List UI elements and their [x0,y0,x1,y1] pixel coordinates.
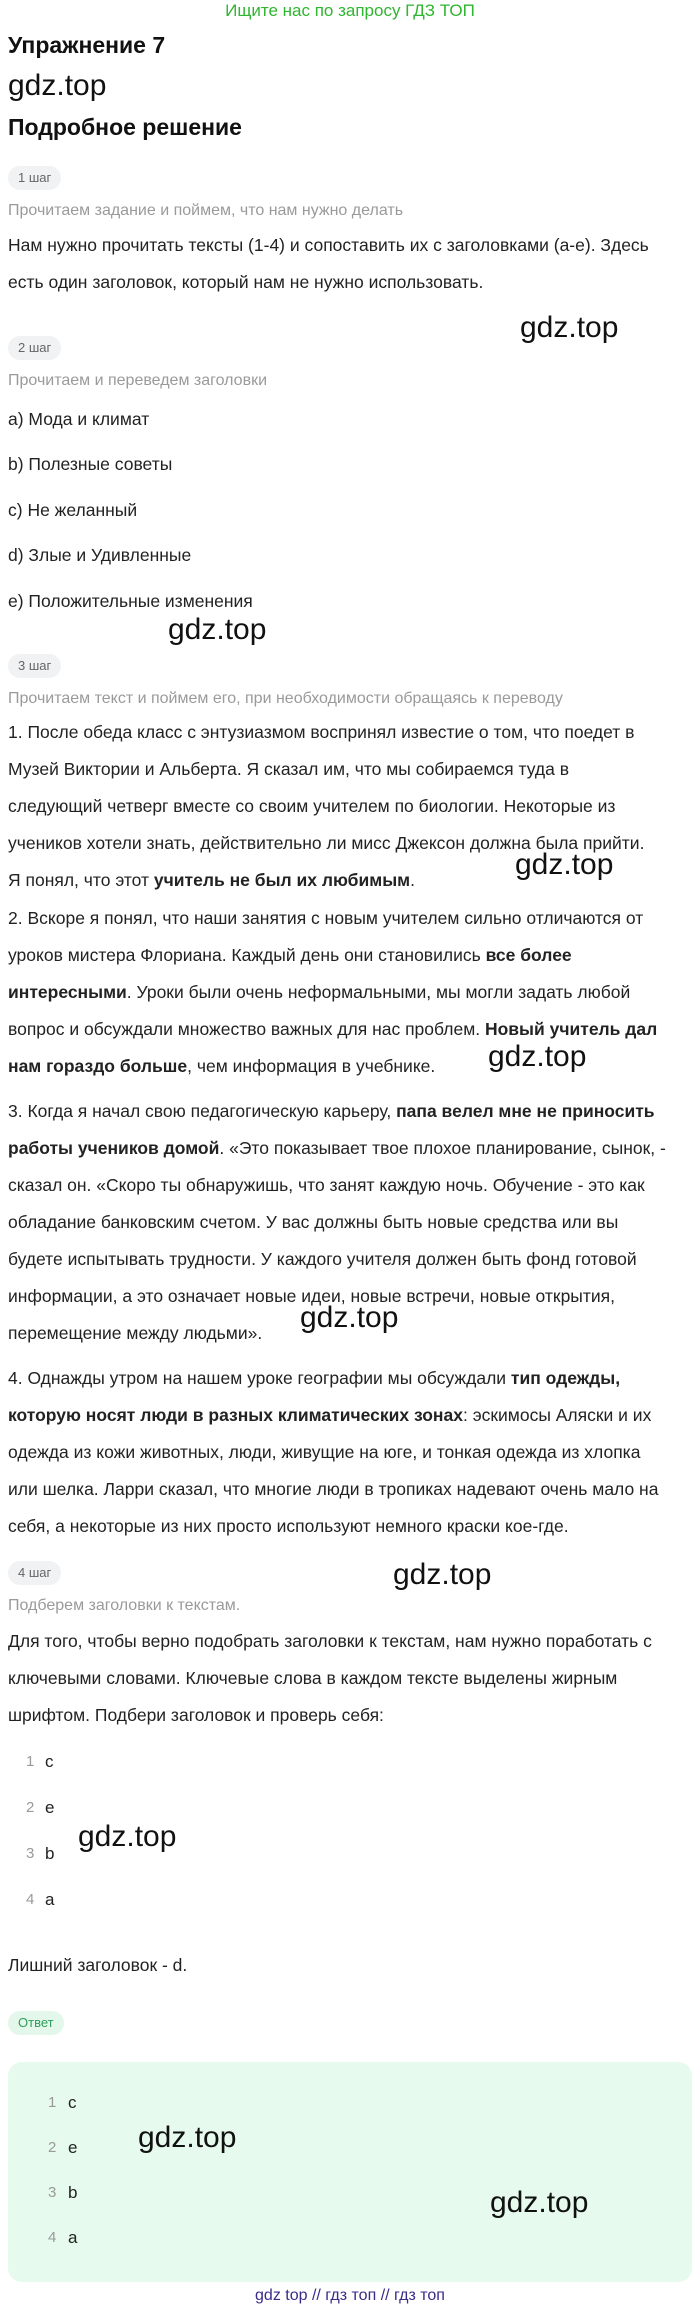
watermark: gdz.top [300,1301,399,1334]
keyword: Новый учитель дал [484,1019,658,1039]
keyword: тип одежды, [510,1368,621,1388]
watermark: gdz.top [138,2121,237,2154]
keyword: все более [485,945,572,965]
answer-number: 1 [48,2094,57,2111]
extra-heading-note: Лишний заголовок - d. [8,1955,188,1975]
answer-number: 2 [48,2139,57,2156]
watermark: gdz.top [490,2186,589,2219]
answer-value: e [45,1798,55,1817]
text-paragraph-4: 4. Однажды утром на нашем уроке географии мы обсуждали тип одежды, которую носят люди в разных климатических зонах: эскимосы Аляски и их одежда из кожи животных, люди, живущие на юге, и тонкая одежда из хлопка или шелка. Ларри сказал, что многие люди в тропиках надевают очень мало на себя, а некоторые из них просто используют немного краски кое-где. [8,1368,659,1536]
heading-option: d) Злые и Удивленные [8,545,192,565]
heading-option: e) Положительные изменения [8,591,253,611]
footer-links[interactable]: gdz top // гдз топ // гдз топ [255,2287,445,2304]
watermark: gdz.top [168,613,267,646]
answer-number: 3 [26,1845,35,1862]
heading-option: b) Полезные советы [8,454,173,474]
watermark: gdz.top [393,1558,492,1591]
watermark: gdz.top [515,848,614,881]
step-subtitle-1: Прочитаем задание и поймем, что нам нужно делать [8,202,404,219]
keyword: нам гораздо больше [8,1056,188,1076]
search-banner: Ищите нас по запросу ГДЗ ТОП [225,1,475,20]
answer-value: e [68,2138,78,2157]
answer-value: a [68,2228,78,2247]
step-badge-4: 4 шаг [8,1561,61,1585]
answer-value: c [45,1752,54,1771]
answer-number: 4 [48,2229,57,2246]
watermark: gdz.top [488,1040,587,1073]
text-paragraph-2: 2. Вскоре я понял, что наши занятия с новым учителем сильно отличаются от уроков мистера Флориана. Каждый день они становились все более интересными. Уроки были очень неформальными, мы могли задать любой вопрос и обсуждали множество важных для нас проблем. Новый учитель дал нам гораздо больше, чем информация в учебнике. [8,908,658,1076]
keyword: которую носят люди в разных климатических зонах [8,1405,463,1425]
step-badge-1: 1 шаг [8,166,61,190]
text-paragraph-1: 1. После обеда класс с энтузиазмом воспринял известие о том, что поедет в Музей Виктории и Альберта. Я сказал им, что мы собираемся туда в следующий четверг вместе со своим учителем по биологии. Некоторые из учеников хотели знать, действительно ли мисс Джексон должна была прийти. Я понял, что этот учитель не был их любимым. [8,722,645,890]
step-badge-3: 3 шаг [8,654,61,678]
step-subtitle-4: Подберем заголовки к текстам. [8,1597,241,1614]
keyword: учитель не был их любимым [153,870,411,890]
step-subtitle-2: Прочитаем и переведем заголовки [8,372,268,389]
answer-value: a [45,1890,55,1909]
watermark: gdz.top [78,1820,177,1853]
answer-number: 2 [26,1799,35,1816]
step-text-4: Для того, чтобы верно подобрать заголовки к текстам, нам нужно поработать с ключевыми словами. Ключевые слова в каждом тексте выделены жирным шрифтом. Подбери заголовок и проверь себя: [8,1631,652,1725]
step-badge-2: 2 шаг [8,336,61,360]
answer-box [8,2062,692,2282]
answer-number: 1 [26,1753,35,1770]
answer-value: b [45,1844,55,1863]
text-paragraph-3: 3. Когда я начал свою педагогическую карьеру, папа велел мне не приносить работы учеников домой. «Это показывает твое плохое планирование, сынок, - сказал он. «Скоро ты обнаружишь, что занят каждую ночь. Обучение - это как обладание банковским счетом. У вас должны быть новые средства или вы будете испытывать трудности. У каждого учителя должен быть фонд готовой информации, а это означает новые идеи, новые встречи, новые открытия, перемещение между людьми». [8,1101,666,1343]
answer-number: 4 [26,1891,35,1908]
keyword: работы учеников домой [8,1138,220,1158]
heading-option: c) Не желанный [8,500,138,520]
solution-title: Подробное решение [8,114,242,140]
watermark: gdz.top [520,311,619,344]
watermark: gdz.top [8,69,107,102]
exercise-title: Упражнение 7 [8,32,166,58]
answer-badge: Ответ [8,2011,64,2035]
keyword: интересными [8,982,127,1002]
keyword: папа велел мне не приносить [396,1101,655,1121]
step-text-1: Нам нужно прочитать тексты (1-4) и сопоставить их с заголовками (a-e). Здесь есть один заголовок, который нам не нужно использовать. [8,235,649,292]
answer-value: c [68,2093,77,2112]
answer-value: b [68,2183,78,2202]
answer-number: 3 [48,2184,57,2201]
heading-option: a) Мода и климат [8,409,150,429]
step-subtitle-3: Прочитаем текст и поймем его, при необходимости обращаясь к переводу [8,690,563,707]
